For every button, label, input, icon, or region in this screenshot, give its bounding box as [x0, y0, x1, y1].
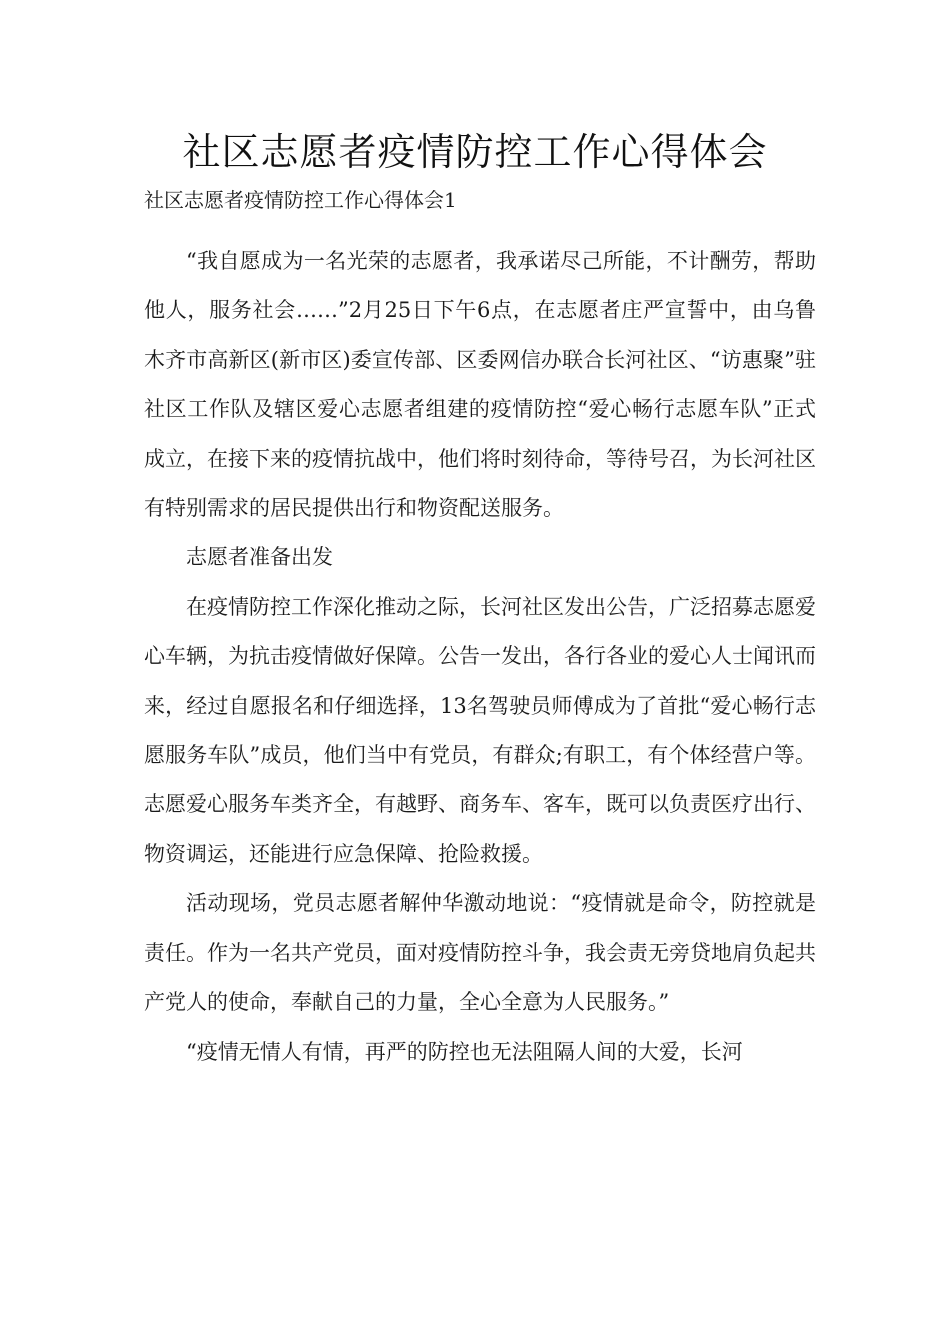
- document-title: 社区志愿者疫情防控工作心得体会: [182, 130, 768, 174]
- paragraph-oath: “我自愿成为一名光荣的志愿者，我承诺尽己所能，不计酬劳，帮助他人，服务社会……”2月25日下午6点，在志愿者庄严宣誓中，由乌鲁木齐市高新区(新市区)委宣传部、区委网信办联合长河社区、“访惠聚”驻社区工作队及辖区爱心志愿者组建的疫情防控“爱心畅行志愿车队”正式成立，在接下来的疫情抗战中，他们将时刻待命，等待号召，为长河社区有特别需求的居民提供出行和物资配送服务。: [144, 249, 816, 521]
- document-subtitle: 社区志愿者疫情防控工作心得体会1: [144, 188, 457, 212]
- paragraph-quote: 活动现场，党员志愿者解仲华激动地说：“疫情就是命令，防控就是责任。作为一名共产党员，面对疫情防控斗争，我会责无旁贷地肩负起共产党人的使命，奉献自己的力量，全心全意为人民服务。”: [144, 891, 816, 1015]
- paragraph-section-heading: 志愿者准备出发: [186, 545, 333, 570]
- document-body: [144, 237, 816, 1077]
- paragraph-recruitment: 在疫情防控工作深化推动之际，长河社区发出公告，广泛招募志愿爱心车辆，为抗击疫情做好保障。公告一发出，各行各业的爱心人士闻讯而来，经过自愿报名和仔细选择，13名驾驶员师傅成为了首批“爱心畅行志愿服务车队”成员，他们当中有党员，有群众;有职工，有个体经营户等。志愿爱心服务车类齐全，有越野、商务车、客车，既可以负责医疗出行、物资调运，还能进行应急保障、抢险救援。: [144, 594, 816, 866]
- paragraph-continued: “疫情无情人有情，再严的防控也无法阻隔人间的大爱，长河: [186, 1039, 743, 1064]
